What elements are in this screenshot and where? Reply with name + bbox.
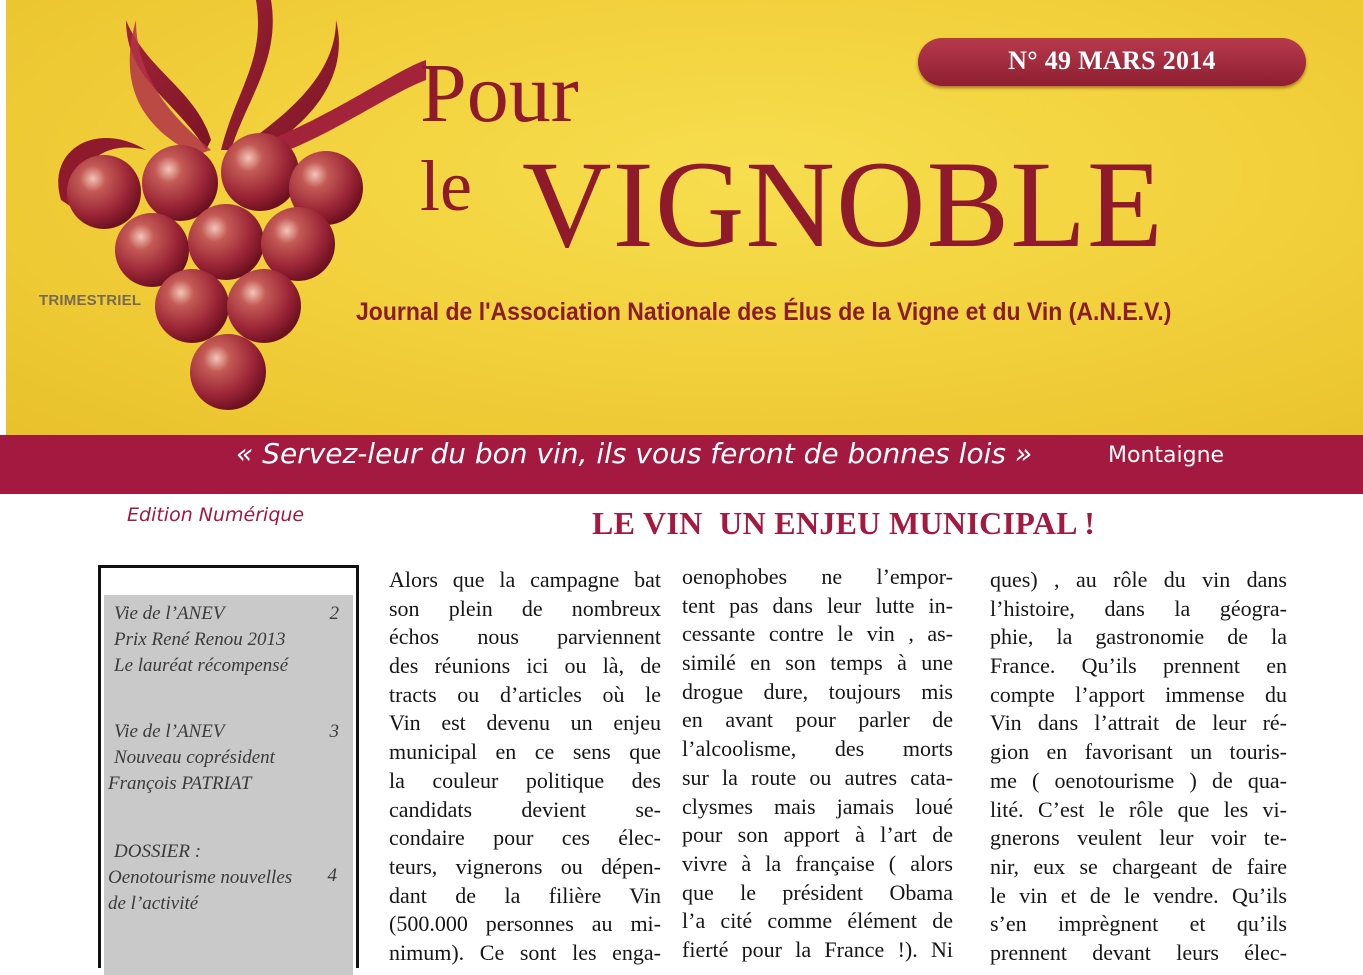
article-line: France. Qu’ils prennent en — [990, 653, 1287, 679]
article-line: son plein de nombreux — [389, 595, 661, 621]
toc-item-page: 2 — [329, 603, 339, 624]
quote-author: Montaigne — [1108, 443, 1225, 468]
toc-panel — [104, 595, 353, 975]
article-column-2 — [682, 563, 953, 965]
toc-item[interactable] — [108, 839, 357, 917]
article-column-3 — [990, 566, 1287, 968]
article-line: échos nous parviennent — [389, 624, 661, 650]
article-line: en avant pour parler de — [682, 707, 953, 733]
title-vignoble: VIGNOBLE — [522, 136, 1164, 273]
issue-badge — [918, 38, 1306, 86]
table-of-contents — [98, 565, 359, 968]
article-headline: LE VIN UN ENJEU MUNICIPAL ! — [592, 505, 1096, 541]
edition-label: Edition Numérique — [127, 504, 305, 526]
title-pour: Pour — [420, 47, 579, 140]
article-line: condaire pour ces élec- — [389, 825, 661, 851]
article-column-1 — [389, 566, 661, 968]
article-line: (500.000 personnes au mi- — [389, 911, 661, 937]
article-line: fierté pour la France !). Ni — [682, 936, 953, 962]
article-line: oenophobes ne l’empor- — [682, 564, 953, 589]
article-line: tracts ou d’articles où le — [389, 681, 661, 707]
toc-item[interactable] — [108, 719, 363, 797]
article-line: Vin est devenu un enjeu — [389, 710, 661, 736]
masthead — [6, 0, 1363, 436]
article-line: drogue dure, toujours mis — [682, 678, 953, 704]
article-line: gnerons veulent leur voir te- — [990, 825, 1287, 851]
article-line: similé en son temps à une — [682, 650, 953, 676]
toc-item-line: DOSSIER : — [114, 841, 202, 862]
toc-item-line: Vie de l’ANEV — [114, 721, 225, 742]
article-line: phie, la gastronomie de la — [990, 624, 1287, 650]
article-line: nir, eux se chargeant de faire — [990, 853, 1287, 879]
toc-item-line: Vie de l’ANEV — [114, 603, 225, 624]
periodicity-label: TRIMESTRIEL — [39, 292, 142, 309]
quote-text: « Servez-leur du bon vin, ils vous feront de bonnes lois » — [236, 437, 1033, 470]
article-line: Vin dans l’attrait de leur ré- — [990, 710, 1287, 736]
grape-cluster-icon — [6, 0, 426, 436]
toc-item-line: François PATRIAT — [108, 773, 252, 794]
journal-subtitle: Journal de l'Association Nationale des Élus de la Vigne et du Vin (A.N.E.V.) — [356, 298, 1172, 326]
article-line: candidats devient se- — [389, 796, 661, 822]
article-line: que le président Obama — [682, 879, 953, 905]
article-line: la couleur politique des — [389, 767, 661, 793]
toc-item-line: de l’activité — [108, 893, 199, 914]
article-line: Alors que la campagne bat — [389, 567, 661, 592]
article-line: dant de la filière Vin — [389, 882, 661, 908]
toc-item-page: 3 — [329, 721, 339, 742]
article-line: sur la route ou autres cata- — [682, 764, 953, 790]
article-line: l’histoire, dans la géogra- — [990, 595, 1287, 621]
toc-item-line: Oenotourisme nouvelles — [108, 867, 293, 888]
article-line: clysmes mais jamais loué — [682, 793, 953, 819]
article-line: compte l’apport immense du — [990, 681, 1287, 707]
article-line: gion en favorisant un touris- — [990, 739, 1287, 765]
toc-item-line: Prix René Renou 2013 — [114, 629, 286, 650]
article-line: prennent devant leurs élec- — [990, 939, 1287, 965]
article-line: vivre à la française ( alors — [682, 850, 953, 876]
toc-item-line: Le lauréat récompensé — [114, 655, 289, 676]
article-line: s’en imprègnent et qu’ils — [990, 911, 1287, 937]
article-line: l’a cité comme élément de — [682, 908, 953, 934]
article-line: municipal en ce sens que — [389, 739, 661, 765]
article-line: nimum). Ce sont les enga- — [389, 939, 661, 965]
title-le: le — [420, 146, 472, 226]
article-line: des réunions ici ou là, de — [389, 653, 661, 679]
toc-item-line: Nouveau coprésident — [114, 747, 275, 768]
issue-number: N° 49 MARS 2014 — [1008, 46, 1216, 75]
article-line: me ( oenotourisme ) de qua- — [990, 767, 1287, 793]
article-line: cessante contre le vin , as- — [682, 621, 953, 647]
article-line: le vin et de le vendre. Qu’ils — [990, 882, 1287, 908]
article-line: ques) , au rôle du vin dans — [990, 567, 1287, 592]
article-line: pour son apport à l’art de — [682, 822, 953, 848]
article-line: l’alcoolisme, des morts — [682, 736, 953, 762]
toc-item[interactable] — [114, 601, 363, 679]
toc-item-page: 4 — [327, 865, 337, 886]
article-line: lité. C’est le rôle que les vi- — [990, 796, 1287, 822]
article-line: tent pas dans leur lutte in- — [682, 592, 953, 618]
article-line: teurs, vignerons ou dépen- — [389, 853, 661, 879]
